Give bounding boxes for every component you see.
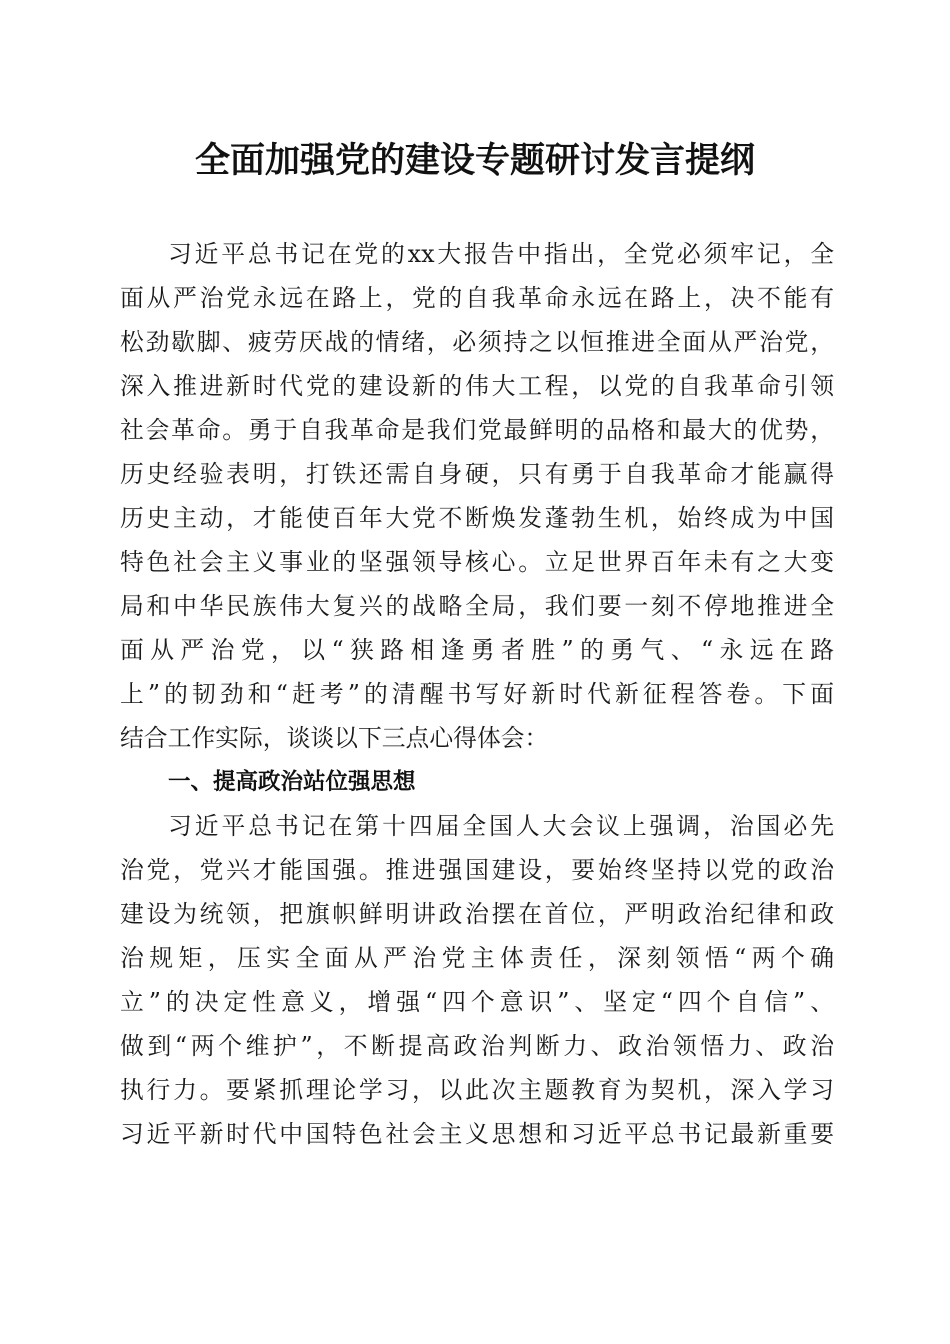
paragraph-line: 立”的决定性意义，增强“四个意识”、坚定“四个自信”、 [120,988,834,1016]
paragraph-line: 历史主动，才能使百年大党不断焕发蓬勃生机，始终成为中国 [120,504,834,532]
paragraph-line: 习近平总书记在第十四届全国人大会议上强调，治国必先 [168,812,834,840]
section-1-paragraph [120,804,834,1156]
paragraph-line: 治规矩，压实全面从严治党主体责任，深刻领悟“两个确 [120,944,834,972]
paragraph-line: 做到“两个维护”，不断提高政治判断力、政治领悟力、政治 [120,1032,834,1060]
intro-paragraph [120,232,834,760]
paragraph-line: 面从严治党，以“狭路相逢勇者胜”的勇气、“永远在路 [120,636,834,664]
paragraph-line: 特色社会主义事业的坚强领导核心。立足世界百年未有之大变 [120,548,834,576]
paragraph-line: 治党，党兴才能国强。推进强国建设，要始终坚持以党的政治 [120,856,834,884]
paragraph-line: 面从严治党永远在路上，党的自我革命永远在路上，决不能有 [120,284,834,312]
paragraph-line: 习近平新时代中国特色社会主义思想和习近平总书记最新重要 [120,1120,834,1148]
paragraph-line: 历史经验表明，打铁还需自身硬，只有勇于自我革命才能赢得 [120,460,834,488]
paragraph-line: 局和中华民族伟大复兴的战略全局，我们要一刻不停地推进全 [120,592,834,620]
paragraph-line: 社会革命。勇于自我革命是我们党最鲜明的品格和最大的优势， [120,416,834,444]
paragraph-line: 结合工作实际，谈谈以下三点心得体会： [120,724,549,752]
section-heading: 一、提高政治站位强思想 [168,769,416,795]
paragraph-line: 执行力。要紧抓理论学习，以此次主题教育为契机，深入学习 [120,1076,834,1104]
paragraph-line: 深入推进新时代党的建设新的伟大工程，以党的自我革命引领 [120,372,834,400]
paragraph-line: 习近平总书记在党的xx大报告中指出，全党必须牢记，全 [168,240,834,268]
paragraph-line: 建设为统领，把旗帜鲜明讲政治摆在首位，严明政治纪律和政 [120,900,834,928]
document-title: 全面加强党的建设专题研讨发言提纲 [194,141,755,181]
paragraph-line: 松劲歇脚、疲劳厌战的情绪，必须持之以恒推进全面从严治党， [120,328,834,356]
document-body [120,232,834,1156]
paragraph-line: 上”的韧劲和“赶考”的清醒书写好新时代新征程答卷。下面 [120,680,834,708]
